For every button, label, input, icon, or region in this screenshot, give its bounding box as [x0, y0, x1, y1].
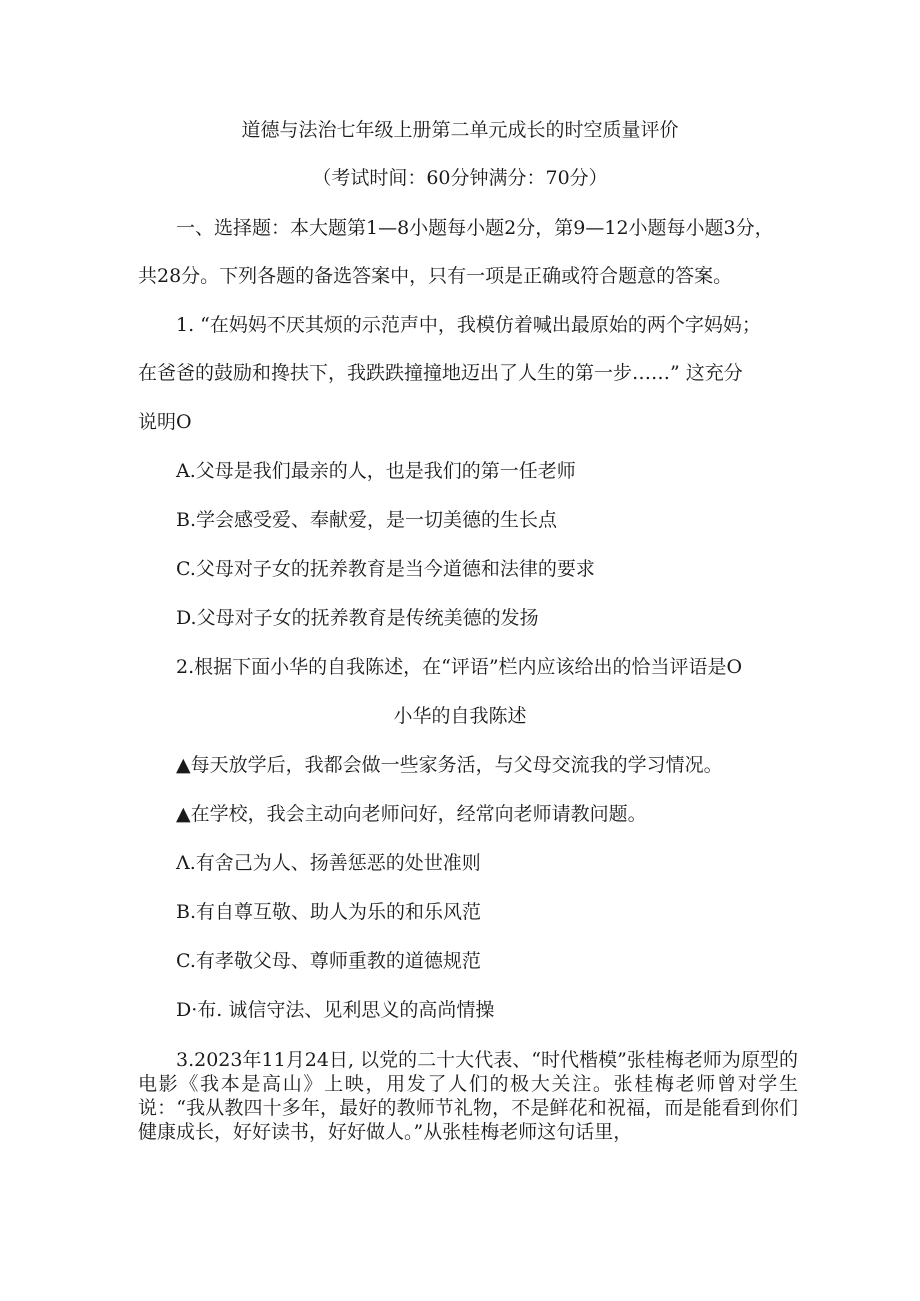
q2-option-c: C.有孝敬父母、尊师重教的道德规范	[176, 950, 481, 972]
q1-option-d: D.父母对子女的抚养教育是传统美德的发扬	[176, 607, 539, 629]
q1-stem-line-1: 1. “在妈妈不厌其烦的示范声中，我模仿着喊出最原始的两个字妈妈；	[176, 314, 761, 336]
q2-stem: 2.根据下面小华的自我陈述，在“评语”栏内应该给出的恰当评语是O	[176, 656, 743, 678]
section-heading-line-2: 共28分。下列各题的备选答案中，只有一项是正确或符合题意的答案。	[138, 265, 733, 287]
q1-stem-line-2: 在爸爸的鼓励和搀扶下，我跌跌撞撞地迈出了人生的第一步……” 这充分	[138, 362, 743, 384]
q1-option-c: C.父母对子女的抚养教育是当今道德和法律的要求	[176, 558, 595, 580]
q1-option-b: B.学会感受爱、奉献爱，是一切美德的生长点	[176, 509, 558, 531]
q2-statement-2: ▲在学校，我会主动向老师问好，经常向老师请教问题。	[176, 803, 647, 825]
q2-option-d: D·布. 诚信守法、见利思义的高尚情操	[176, 999, 495, 1021]
q2-box-title: 小华的自我陈述	[393, 705, 527, 727]
section-heading-line-1: 一、选择题：本大题第1—8小题每小题2分，第9—12小题每小题3分，	[176, 217, 774, 239]
q1-option-a: A.父母是我们最亲的人，也是我们的第一任老师	[176, 460, 576, 482]
q2-option-b: B.有自尊互敬、助人为乐的和乐风范	[176, 901, 482, 923]
q2-statement-1: ▲每天放学后，我都会做一些家务活，与父母交流我的学习情况。	[176, 754, 723, 776]
exam-info: （考试时间：60分钟满分：70分）	[312, 167, 608, 189]
q1-stem-line-3: 说明O	[138, 411, 192, 433]
q2-option-a: Λ.有舍己为人、扬善惩恶的处世准则	[176, 852, 481, 874]
q3-paragraph: 3.2023年11月24日, 以党的二十大代表、“时代楷模”张桂梅老师为原型的电影《我本是高山》上映，用发了人们的极大关注。张桂梅老师曾对学生说：“我从教四十多年，最好的教师节礼物，不是鲜花和祝福，而是能看到你们健康成长，好好读书，好好做人。”从张桂梅老师这句话里，	[138, 1049, 798, 1143]
page-title: 道德与法治七年级上册第二单元成长的时空质量评价	[241, 119, 679, 141]
